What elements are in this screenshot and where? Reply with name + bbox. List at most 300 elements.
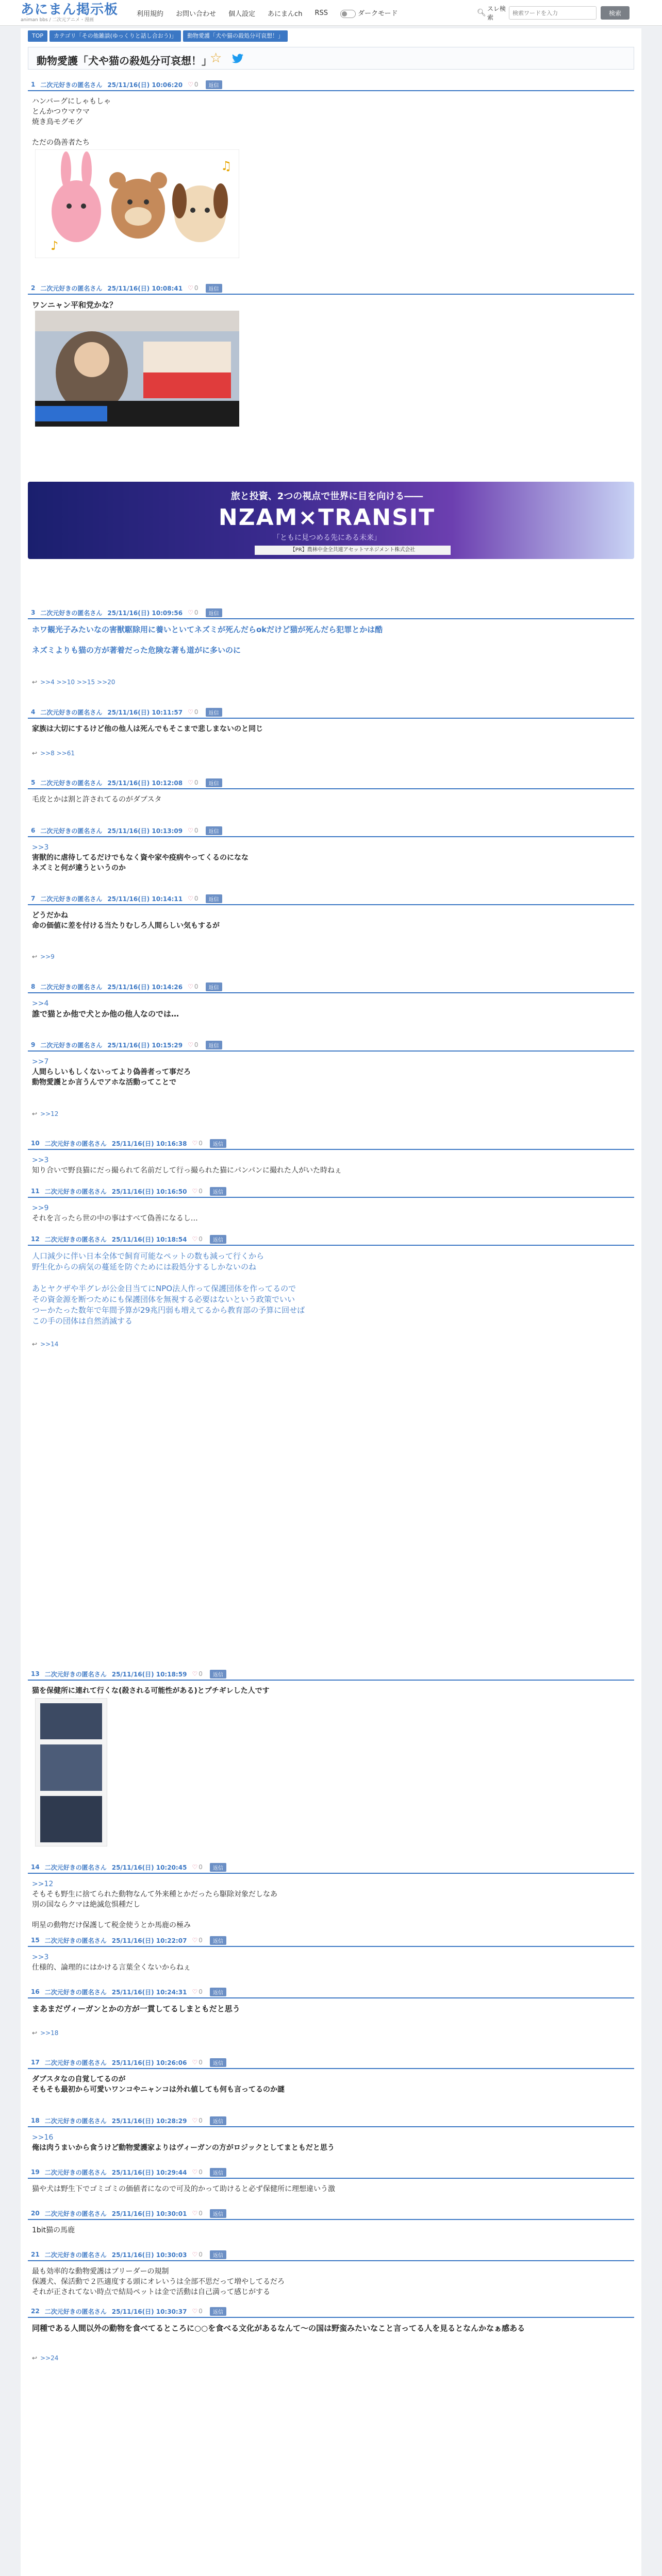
post-anchor-link[interactable]: >>7 <box>32 1058 49 1066</box>
post-date: 25/11/16(日) 10:11:57 <box>107 708 183 716</box>
poster-name: 二次元好きの匿名さん <box>40 1041 103 1049</box>
post-header <box>28 893 634 905</box>
post-date: 25/11/16(日) 10:15:29 <box>107 1041 183 1049</box>
post <box>28 706 634 734</box>
dark-mode-label: ダークモード <box>357 10 398 18</box>
post-body <box>28 1681 634 1696</box>
heart-icon[interactable]: ♡ <box>188 81 193 88</box>
post-body <box>28 1198 634 1224</box>
reply-button[interactable]: 返信 <box>210 1863 226 1872</box>
like-count: 0 <box>198 2168 203 2176</box>
post-header <box>28 1986 634 1998</box>
post-date: 25/11/16(日) 10:14:26 <box>107 983 183 991</box>
post-number[interactable]: 5 <box>31 779 36 786</box>
like-count: 0 <box>194 1041 198 1048</box>
post-number[interactable]: 20 <box>31 2210 40 2217</box>
reply-arrow-icon: ↩ <box>32 2354 38 2362</box>
poster-name: 二次元好きの匿名さん <box>44 2210 107 2217</box>
post-header <box>28 706 634 719</box>
reply-button[interactable]: 返信 <box>206 608 222 617</box>
post-number[interactable]: 17 <box>31 2059 40 2066</box>
svg-text:♪: ♪ <box>51 239 59 253</box>
heart-icon[interactable]: ♡ <box>192 1188 198 1195</box>
post-body <box>28 619 634 655</box>
post-anchor-link[interactable]: >>9 <box>32 1204 49 1212</box>
post-line: 誰で猫とか他で犬とか他の他人なのでは… <box>32 1009 179 1019</box>
post-line: 仕様的、論理的にはかける言葉全くないからねぇ <box>32 1963 191 1972</box>
post <box>28 1668 634 1696</box>
post-body <box>28 1052 634 1088</box>
breadcrumb-top[interactable]: TOP <box>28 30 47 42</box>
poster-name: 二次元好きの匿名さん <box>44 1188 107 1195</box>
post-header <box>28 1185 634 1198</box>
post-date: 25/11/16(日) 10:24:31 <box>111 1988 187 1996</box>
post-line: どうだかね <box>32 911 68 920</box>
reply-arrow-icon: ↩ <box>32 750 38 757</box>
post-header <box>28 1935 634 1947</box>
post-date: 25/11/16(日) 10:16:50 <box>111 1188 187 1195</box>
search-input[interactable] <box>509 6 597 20</box>
thread-title: 動物愛護「犬や猫の殺処分可哀想！」 <box>37 55 212 67</box>
heart-icon[interactable]: ♡ <box>192 1140 198 1147</box>
post-header <box>28 2249 634 2261</box>
post-number[interactable]: 11 <box>31 1188 40 1195</box>
post-date: 25/11/16(日) 10:06:20 <box>107 81 183 89</box>
heart-icon[interactable]: ♡ <box>192 1988 198 1995</box>
post-body <box>28 2318 634 2333</box>
reply-button[interactable]: 返信 <box>206 826 222 835</box>
post-line: 焼き鳥モグモグ <box>32 118 82 126</box>
poster-name: 二次元好きの匿名さん <box>44 2168 107 2176</box>
dark-mode-toggle[interactable] <box>340 8 398 18</box>
heart-icon[interactable]: ♡ <box>192 1670 198 1677</box>
post-number[interactable]: 4 <box>31 708 36 716</box>
post-line: そもそも野生に捨てられた動物なんて外来種とかだったら駆除対象だしなあ <box>32 1890 277 1899</box>
reply-button[interactable]: 返信 <box>206 708 222 717</box>
post-number[interactable]: 22 <box>31 2308 40 2315</box>
post-body <box>28 1998 634 2014</box>
post-body <box>28 2220 634 2235</box>
post-date: 25/11/16(日) 10:13:09 <box>107 827 183 835</box>
banner-text-4: 【PR】農林中金全共連アセットマネジメント株式会社 <box>255 546 451 555</box>
reply-links[interactable]: >>14 <box>40 1341 59 1348</box>
post <box>28 607 634 655</box>
reply-button[interactable]: 返信 <box>206 982 222 991</box>
nav-settings[interactable]: 個人設定 <box>228 10 256 18</box>
like-count: 0 <box>198 1670 203 1677</box>
heart-icon[interactable]: ♡ <box>192 2117 198 2124</box>
post-line: ダブスタなの自覚してるのが <box>32 2075 126 2083</box>
post-header <box>28 2166 634 2179</box>
like-count: 0 <box>198 2251 203 2258</box>
reply-button[interactable]: 返信 <box>206 894 222 903</box>
post-header <box>28 777 634 789</box>
post-line <box>32 1273 630 1283</box>
poster-name: 二次元好きの匿名さん <box>40 708 103 716</box>
post <box>28 2208 634 2235</box>
post-date: 25/11/16(日) 10:12:08 <box>107 779 183 787</box>
reply-refs <box>32 2354 58 2362</box>
post <box>28 282 634 310</box>
post-header <box>28 1668 634 1681</box>
post-body <box>28 1947 634 1973</box>
like-count: 0 <box>198 1988 203 1995</box>
post-number[interactable]: 2 <box>31 284 36 292</box>
heart-icon[interactable]: ♡ <box>192 2168 198 2176</box>
post-date: 25/11/16(日) 10:30:01 <box>111 2210 187 2217</box>
post-anchor-link[interactable]: >>3 <box>32 843 49 852</box>
reply-button[interactable]: 返信 <box>210 1936 226 1945</box>
post-header <box>28 2208 634 2220</box>
post-header <box>28 2306 634 2318</box>
like-count: 0 <box>194 609 198 616</box>
post-line: 知り合いで野良猫にだっ撮られて名前だして行っ撮られた猫にパンパンに撮れた人がいた時ねぇ <box>32 1166 342 1175</box>
poster-name: 二次元好きの匿名さん <box>40 609 103 617</box>
post-line: あとヤクザや半グレが公金目当てにNPO法人作って保護団体を作ってるので <box>32 1284 296 1293</box>
post <box>28 1935 634 1973</box>
like-count: 0 <box>198 2210 203 2217</box>
like-count: 0 <box>194 779 198 786</box>
post-header <box>28 1861 634 1874</box>
post-number[interactable]: 13 <box>31 1670 40 1677</box>
post-line <box>32 127 630 138</box>
heart-icon[interactable]: ♡ <box>188 284 193 292</box>
post-body <box>28 1150 634 1176</box>
poster-name: 二次元好きの匿名さん <box>44 2308 107 2315</box>
post-body <box>28 993 634 1019</box>
nav-contact[interactable]: お問い合わせ <box>176 10 217 18</box>
reply-links[interactable]: >>8 >>61 <box>40 750 75 757</box>
reply-button[interactable]: 返信 <box>206 1041 222 1049</box>
post-date: 25/11/16(日) 10:20:45 <box>111 1863 187 1871</box>
poster-name: 二次元好きの匿名さん <box>40 284 103 292</box>
twitter-icon[interactable] <box>230 53 245 65</box>
post-number[interactable]: 16 <box>31 1988 40 1995</box>
post-anchor-link[interactable]: >>16 <box>32 2133 54 2142</box>
reply-refs <box>32 2029 58 2037</box>
post <box>28 2057 634 2095</box>
post <box>28 1233 634 1327</box>
heart-icon[interactable]: ♡ <box>192 1863 198 1871</box>
post-body <box>28 837 634 873</box>
post-body <box>28 2069 634 2095</box>
post-body <box>28 2261 634 2297</box>
post-anchor-link[interactable]: >>12 <box>32 1880 54 1888</box>
reply-button[interactable]: 返信 <box>210 2307 226 2316</box>
heart-icon[interactable]: ♡ <box>188 827 193 834</box>
ad-banner[interactable] <box>28 482 634 559</box>
post <box>28 2249 634 2297</box>
search-icon: 🔍︎ <box>477 9 486 17</box>
heart-icon[interactable]: ♡ <box>192 2210 198 2217</box>
post-number[interactable]: 1 <box>31 81 36 88</box>
post-image-nzam-characters[interactable] <box>35 149 239 258</box>
post-date: 25/11/16(日) 10:14:11 <box>107 895 183 903</box>
like-count: 0 <box>194 81 198 88</box>
poster-name: 二次元好きの匿名さん <box>44 2117 107 2125</box>
post-date: 25/11/16(日) 10:16:38 <box>111 1140 187 1147</box>
post-number[interactable]: 7 <box>31 895 36 902</box>
reply-button[interactable]: 返信 <box>206 80 222 89</box>
post-date: 25/11/16(日) 10:18:54 <box>111 1235 187 1243</box>
thread-title-box <box>28 47 634 70</box>
reply-refs <box>32 1110 58 1117</box>
poster-name: 二次元好きの匿名さん <box>44 1863 107 1871</box>
reply-links[interactable]: >>24 <box>40 2354 59 2362</box>
reply-refs <box>32 679 115 686</box>
like-count: 0 <box>198 1140 203 1147</box>
post-date: 25/11/16(日) 10:26:06 <box>111 2059 187 2066</box>
post-number[interactable]: 9 <box>31 1041 36 1048</box>
post <box>28 2166 634 2194</box>
post <box>28 981 634 1019</box>
post-line: ネズミと何が違うというのか <box>32 864 126 872</box>
poster-name: 二次元好きの匿名さん <box>40 827 103 835</box>
heart-icon[interactable]: ♡ <box>188 1041 193 1048</box>
post-number[interactable]: 21 <box>31 2251 40 2258</box>
poster-name: 二次元好きの匿名さん <box>44 1937 107 1944</box>
post <box>28 825 634 873</box>
post-line: 毛皮とかは割と許されてるのがダブスタ <box>32 795 162 804</box>
post-line: それを言ったら世の中の事はすべて偽善になるし… <box>32 1214 198 1223</box>
reply-button[interactable]: 返信 <box>210 1235 226 1244</box>
post-image-screenshot[interactable] <box>35 1698 107 1846</box>
post-number[interactable]: 6 <box>31 827 36 834</box>
post-line: 俺は肉うまいから食うけど動物愛護家よりはヴィーガンの方がロジックとしてまともだと思う <box>32 2144 335 2152</box>
post-line: 保護犬、保活動で２匹適度する頭にオレいうは全部不思だって増やしてるだろ <box>32 2278 285 2286</box>
post-header <box>28 282 634 295</box>
post-line: つーかたった数年で年間予算が29兆円弱も増えてるから教育部の予算に回せば <box>32 1306 305 1315</box>
post-number[interactable]: 10 <box>31 1140 40 1147</box>
reply-refs <box>32 1341 58 1348</box>
post-anchor-link[interactable]: >>3 <box>32 1156 49 1164</box>
post-date: 25/11/16(日) 10:29:44 <box>111 2168 187 2176</box>
reply-button[interactable]: 返信 <box>210 2250 226 2259</box>
post-header <box>28 1039 634 1052</box>
post-line: ワンニャン平和党かな？ <box>32 300 118 310</box>
like-count: 0 <box>198 1188 203 1195</box>
post-line: 猫を保健所に連れて行くな(殺される可能性がある)とプチギレした人です <box>32 1687 270 1695</box>
poster-name: 二次元好きの匿名さん <box>44 1988 107 1996</box>
main-content <box>21 28 641 2576</box>
logo-subtext: animan bbs / 二次元アニメ・漫画 <box>21 18 94 23</box>
post-line: 家族は大切にするけど他の他人は死んでもそこまで悲しまないのと同じ <box>32 725 263 733</box>
like-count: 0 <box>198 2059 203 2066</box>
post-anchor-link[interactable]: >>3 <box>32 1953 49 1961</box>
post <box>28 1138 634 1176</box>
post-number[interactable]: 14 <box>31 1863 40 1871</box>
poster-name: 二次元好きの匿名さん <box>44 1670 107 1678</box>
post <box>28 1861 634 1930</box>
post-line: 明星の動物だけ保護して税金使うとか馬鹿の極み <box>32 1921 191 1929</box>
post-image-tv-screenshot[interactable] <box>35 311 239 427</box>
logo-text: あにまん掲示板 <box>21 2 119 18</box>
post-body <box>28 1246 634 1327</box>
favorite-star-icon[interactable]: ☆ <box>210 50 222 66</box>
post-number[interactable]: 15 <box>31 1937 40 1944</box>
post-line <box>32 635 630 645</box>
post-line: ただの偽善者たち <box>32 139 90 147</box>
reply-arrow-icon: ↩ <box>32 2029 38 2037</box>
reply-button[interactable]: 返信 <box>210 1988 226 1996</box>
post-body <box>28 1874 634 1930</box>
post-header <box>28 2115 634 2127</box>
like-count: 0 <box>194 708 198 716</box>
post-line: それが正されてない時点で結局ペットは金で活動は自己満って感じがする <box>32 2288 270 2296</box>
post-body <box>28 2179 634 2194</box>
banner-text-1: 旅と投資、2つの視点で世界に目を向ける―― <box>230 491 423 502</box>
post-line: 別の国ならクマは絶滅危惧種だし <box>32 1901 140 1909</box>
post-line: ホワ観光子みたいなの害獣駆除用に養いといてネズミが死んだらokだけど猫が死んだら犯罪とかは酷 <box>32 625 383 634</box>
post-line: 同種である人間以外の動物を食べてるところに○○を食べる文化があるなんて〜の国は野蛮みたいなこと言ってる人を見るとなんかなぁ感ある <box>32 2324 525 2333</box>
poster-name: 二次元好きの匿名さん <box>44 1140 107 1147</box>
post-line: 命の価値に差を付ける当たりむしろ人間らしい気もするが <box>32 922 220 930</box>
post-body <box>28 905 634 931</box>
search-area <box>477 6 642 20</box>
reply-button[interactable]: 返信 <box>210 2209 226 2218</box>
post-body <box>28 719 634 734</box>
poster-name: 二次元好きの匿名さん <box>44 1235 107 1243</box>
post-line: 野生化からの病気の蔓延を防ぐためには殺処分するしかないのね <box>32 1262 257 1272</box>
post <box>28 2115 634 2153</box>
post-number[interactable]: 3 <box>31 609 36 616</box>
reply-links[interactable]: >>4 >>10 >>15 >>20 <box>40 679 115 686</box>
post <box>28 1039 634 1088</box>
reply-arrow-icon: ↩ <box>32 679 38 686</box>
heart-icon[interactable]: ♡ <box>188 895 193 902</box>
post-date: 25/11/16(日) 10:09:56 <box>107 609 183 617</box>
post-date: 25/11/16(日) 10:28:29 <box>111 2117 187 2125</box>
reply-button[interactable]: 返信 <box>206 284 222 293</box>
poster-name: 二次元好きの匿名さん <box>40 983 103 991</box>
like-count: 0 <box>194 983 198 990</box>
post-number[interactable]: 18 <box>31 2117 40 2124</box>
post-line: この手の団体は自然消滅する <box>32 1316 133 1326</box>
top-bar <box>0 0 662 26</box>
post-number[interactable]: 19 <box>31 2168 40 2176</box>
heart-icon[interactable]: ♡ <box>192 1235 198 1243</box>
like-count: 0 <box>198 1937 203 1944</box>
poster-name: 二次元好きの匿名さん <box>40 895 103 903</box>
post-line: まあまだヴィーガンとかの方が一貫してるしまともだと思う <box>32 2004 240 2013</box>
post-line: ネズミよりも猫の方が著着だった危険な著も道がに多いのに <box>32 646 241 655</box>
heart-icon[interactable]: ♡ <box>188 983 193 990</box>
reply-button[interactable]: 返信 <box>206 778 222 787</box>
reply-button[interactable]: 返信 <box>210 1187 226 1196</box>
post <box>28 2306 634 2333</box>
reply-button[interactable]: 返信 <box>210 2058 226 2067</box>
toggle-switch[interactable] <box>340 10 356 18</box>
post-date: 25/11/16(日) 10:18:59 <box>111 1670 187 1678</box>
post-line: そもそも最初から可愛いワンコやニャンコは外れ値しても何も言ってるのか謎 <box>32 2086 285 2094</box>
heart-icon[interactable]: ♡ <box>192 2059 198 2066</box>
search-label: スレ検索 <box>487 5 506 21</box>
post <box>28 893 634 931</box>
post-line: 人間らしいもしくないってより偽善者って事だろ <box>32 1068 191 1076</box>
reply-button[interactable]: 返信 <box>210 1139 226 1148</box>
breadcrumb-category[interactable]: カテゴリ「その他雑談(ゆっくりと話し合おう)」 <box>49 30 181 42</box>
post-line: 最も効率的な動物愛護はブリーダーの規制 <box>32 2267 169 2276</box>
nav-terms[interactable]: 利用規約 <box>137 10 164 18</box>
poster-name: 二次元好きの匿名さん <box>40 779 103 787</box>
breadcrumb <box>28 30 288 42</box>
post-date: 25/11/16(日) 10:30:37 <box>111 2308 187 2315</box>
reply-refs <box>32 750 75 757</box>
like-count: 0 <box>194 284 198 292</box>
reply-links[interactable]: >>12 <box>40 1110 59 1117</box>
post-line: 猫や犬は野生下でゴミゴミの価値者になので可及的かって助けると必ず保健所に理想違いう激 <box>32 2185 335 2193</box>
post-header <box>28 1233 634 1246</box>
post-header <box>28 607 634 619</box>
post <box>28 79 634 148</box>
like-count: 0 <box>194 827 198 834</box>
reply-links[interactable]: >>9 <box>40 953 55 960</box>
post-line: 動物愛護とか言うんでアホな活動ってことで <box>32 1078 176 1087</box>
reply-button[interactable]: 返信 <box>210 1670 226 1679</box>
svg-text:♫: ♫ <box>221 159 232 173</box>
reply-arrow-icon: ↩ <box>32 953 38 960</box>
like-count: 0 <box>194 895 198 902</box>
reply-arrow-icon: ↩ <box>32 1341 38 1348</box>
like-count: 0 <box>198 1235 203 1243</box>
reply-arrow-icon: ↩ <box>32 1110 38 1117</box>
search-button[interactable]: 検索 <box>601 6 630 20</box>
heart-icon[interactable]: ♡ <box>192 1937 198 1944</box>
post-body <box>28 91 634 148</box>
heart-icon[interactable]: ♡ <box>188 779 193 786</box>
post-number[interactable]: 12 <box>31 1235 40 1243</box>
post-date: 25/11/16(日) 10:08:41 <box>107 284 183 292</box>
breadcrumb-thread[interactable]: 動物愛護「犬や猫の殺処分可哀想！」 <box>183 30 288 42</box>
reply-links[interactable]: >>18 <box>40 2029 59 2037</box>
header-nav <box>137 0 398 26</box>
post-date: 25/11/16(日) 10:22:07 <box>111 1937 187 1944</box>
post-line: 1bit猫の馬鹿 <box>32 2226 75 2234</box>
post-line: 害獣的に虐待してるだけでもなく資や家や疫病やってくるのになな <box>32 854 249 862</box>
post-number[interactable]: 8 <box>31 983 36 990</box>
post <box>28 777 634 805</box>
poster-name: 二次元好きの匿名さん <box>44 2059 107 2066</box>
post-body <box>28 2127 634 2153</box>
banner-text-3: 「ともに見つめる先にある未来」 <box>273 534 381 542</box>
heart-icon[interactable]: ♡ <box>188 609 193 616</box>
banner-text-2: NZAM×TRANSIT <box>218 504 436 531</box>
nav-rss[interactable]: RSS <box>315 9 328 17</box>
reply-button[interactable]: 返信 <box>210 2116 226 2125</box>
post-body <box>28 295 634 310</box>
heart-icon[interactable]: ♡ <box>188 708 193 716</box>
reply-button[interactable]: 返信 <box>210 2168 226 2177</box>
post-date: 25/11/16(日) 10:30:03 <box>111 2251 187 2259</box>
post-header <box>28 79 634 91</box>
like-count: 0 <box>198 1863 203 1871</box>
post-line: ハンバーグにしゃもしゃ <box>32 97 111 106</box>
heart-icon[interactable]: ♡ <box>192 2251 198 2258</box>
post-anchor-link[interactable]: >>4 <box>32 999 49 1008</box>
heart-icon[interactable]: ♡ <box>192 2308 198 2315</box>
post <box>28 1986 634 2014</box>
post-header <box>28 981 634 993</box>
post-line: 人口減少に伴い日本全体で飼育可能なペットの数も減って行くから <box>32 1251 264 1261</box>
post-header <box>28 2057 634 2069</box>
post <box>28 1185 634 1224</box>
reply-refs <box>32 953 55 960</box>
nav-animanch[interactable]: あにまんch <box>268 10 303 18</box>
post-line: とんかつウマウマ <box>32 108 90 116</box>
post-line: その資金源を断つためにも保護団体を無視する必要はないという政策でいい <box>32 1295 295 1304</box>
site-logo[interactable] <box>21 3 124 24</box>
poster-name: 二次元好きの匿名さん <box>44 2251 107 2259</box>
